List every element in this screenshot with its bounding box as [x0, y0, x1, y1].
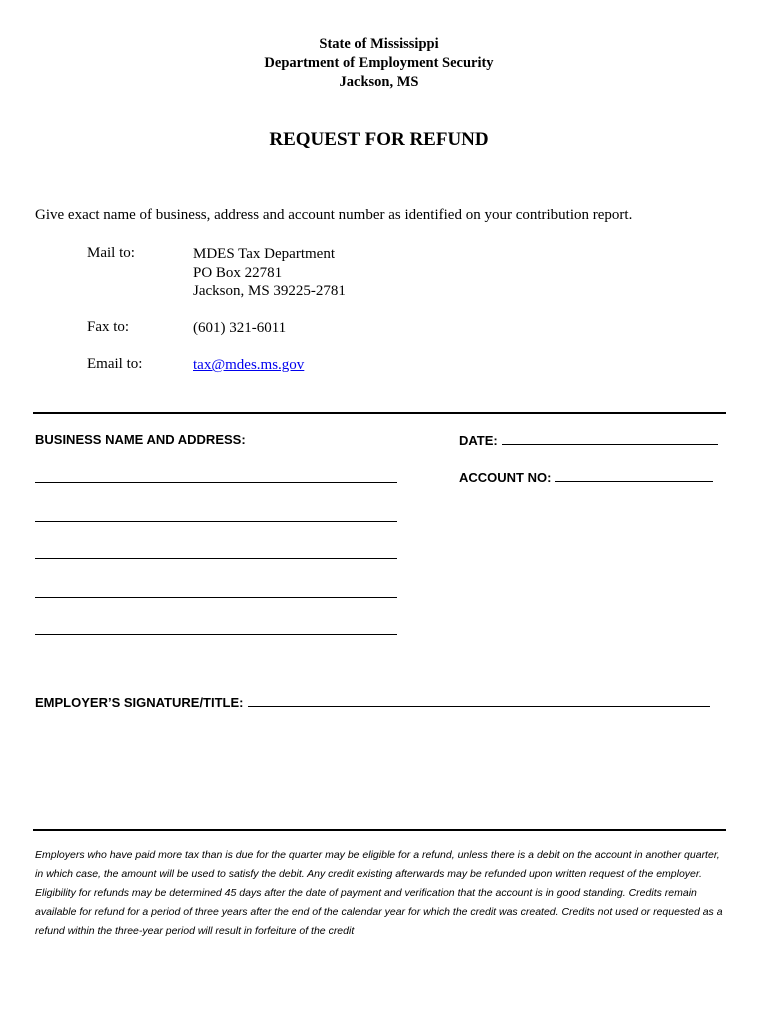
mail-address-line: PO Box 22781 [193, 264, 283, 281]
section-divider-bottom [33, 829, 726, 831]
email-link[interactable]: tax@mdes.ms.gov [193, 357, 305, 373]
account-no-label: ACCOUNT NO: [459, 470, 552, 485]
business-address-line-5[interactable] [35, 634, 397, 635]
header-department: Department of Employment Security [264, 55, 494, 71]
business-address-line-2[interactable] [35, 521, 397, 522]
date-label: DATE: [459, 433, 498, 448]
business-address-line-3[interactable] [35, 558, 397, 559]
instructions-text: Give exact name of business, address and account number as identified on your contribution report. [35, 207, 633, 223]
date-input-line[interactable] [502, 432, 718, 445]
header-city: Jackson, MS [339, 74, 419, 90]
email-label: Email to: [87, 356, 143, 372]
refund-eligibility-note: Employers who have paid more tax than is due for the quarter may be eligible for a refund, unless there is a debit on the account in another quarter, in which case, the amount will be used to satisfy the debit. Any credit existing afterwards may be refunded upon written request of the employer. Eligibility for refunds may be determined 45 days after the date of payment and verification that the account is in good standing. Credits remain available for refund for a period of three years after the end of the calendar year for which the credit was created. Credits not used or requested as a refund within the three-year period will result in forfeiture of the credit [35, 849, 723, 937]
account-no-input-line[interactable] [555, 469, 713, 482]
section-divider-top [33, 412, 726, 414]
signature-label: EMPLOYER’S SIGNATURE/TITLE: [35, 695, 244, 710]
page-title: REQUEST FOR REFUND [269, 129, 489, 150]
business-address-line-4[interactable] [35, 597, 397, 598]
header-state: State of Mississippi [319, 36, 439, 52]
date-field[interactable] [459, 432, 718, 448]
agency-header [0, 35, 758, 92]
account-no-field[interactable] [459, 469, 713, 485]
mail-address-line: MDES Tax Department [193, 246, 335, 262]
business-name-label: BUSINESS NAME AND ADDRESS: [35, 432, 246, 447]
fax-label: Fax to: [87, 319, 130, 335]
signature-field[interactable] [35, 694, 710, 710]
business-address-line-1[interactable] [35, 482, 397, 483]
signature-input-line[interactable] [248, 694, 710, 707]
fax-number: (601) 321-6011 [193, 320, 287, 336]
mail-address [193, 245, 346, 301]
mail-label: Mail to: [87, 245, 135, 261]
mail-address-line: Jackson, MS 39225-2781 [193, 283, 346, 299]
